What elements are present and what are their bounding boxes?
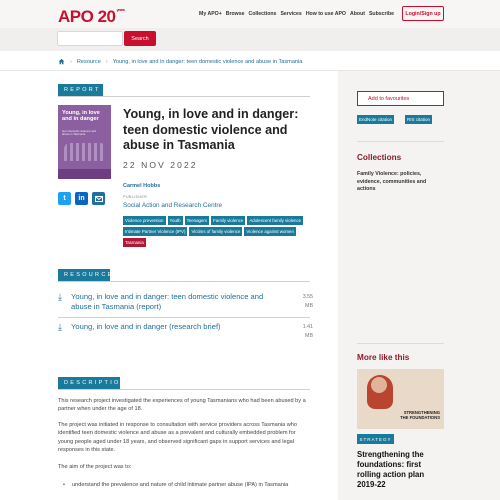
description-paragraph: The project was initiated in response to consultation with service providers across Tasmania who identified teen domestic violence and abuse as a prevalent and culturally embedded problem for young people aged under 18 years, and observed significant gaps in support services and legal responses in this state. [58,422,297,454]
keyword-tag[interactable]: Youth [169,218,181,223]
breadcrumb-current: Young, in love and in danger: teen domestic violence and abuse in Tasmania [112,58,303,65]
collections-heading: Collections [357,153,402,162]
page-title: Young, in love and in danger: teen domestic violence and abuse in Tasmania [123,107,299,152]
author-link[interactable]: Carmel Hobbs [123,183,161,189]
cover-footer-bar [58,169,111,179]
logo-number: 20 [97,7,116,26]
logo-text: APO [58,7,94,26]
nav-my-apo[interactable]: My APO+ [199,11,222,17]
nav-services[interactable]: Services [280,11,302,17]
ris-citation-button[interactable]: RIS citation [407,117,431,122]
keyword-tag[interactable]: Violence against women [246,229,294,234]
add-to-favourites-button[interactable]: Add to favourites [357,91,444,106]
linkedin-icon[interactable]: in [75,192,88,205]
breadcrumb-separator-icon: › [105,58,108,65]
description-paragraph: The aim of the project was to: [58,464,132,470]
keyword-tag[interactable]: Victims of family violence [191,229,241,234]
keyword-tag-location[interactable]: Tasmania [125,240,144,245]
home-icon[interactable] [58,58,65,65]
keyword-tags [123,216,313,247]
nav-subscribe[interactable]: Subscribe [368,11,395,17]
sidebar-divider [357,141,444,142]
resource-size: 1.41 MB [302,324,313,339]
resource-item[interactable] [58,292,313,316]
nav-about[interactable]: About [349,11,365,17]
more-like-this-image[interactable] [357,369,444,429]
collection-item[interactable]: Family Violence: policies, evidence, communities and actions [357,171,427,192]
breadcrumb-resource[interactable]: Resource [76,58,101,65]
description-tag: DESCRIPTION [58,377,120,389]
section-line [58,96,310,97]
image-banner-text: STRENGTHENING THE FOUNDATIONS [400,410,440,420]
keyword-tag[interactable]: Teenagers [186,218,208,223]
download-icon[interactable]: ⤓ [58,292,62,302]
search-input[interactable] [57,31,123,46]
publication-date: 22 NOV 2022 [123,160,198,170]
login-signup-button[interactable]: Login/Sign up [402,6,444,21]
nav-collections[interactable]: Collections [248,11,277,17]
section-line [58,389,310,390]
cover-figures [64,143,106,161]
description-bullet: • understand the prevalence and nature of child intimate partner abuse (IPA) in Tasmania [63,481,310,489]
apo-logo[interactable] [58,7,124,27]
breadcrumb [58,58,302,65]
resource-divider [58,317,310,318]
nav-how-to-use[interactable]: How to use APO [305,11,346,17]
person-face [371,377,387,393]
cover-title: Young, in love and in danger [62,110,100,122]
resource-title[interactable]: Young, in love and in danger (research brief) [71,322,221,331]
keyword-tag[interactable]: Intimate Partner Violence (IPV) [125,229,186,234]
keyword-tag[interactable]: Family violence [213,218,244,223]
breadcrumb-separator-icon: › [70,58,72,65]
resource-title[interactable]: Young, in love and in danger: teen domestic violence and abuse in Tasmania (report) [71,292,264,311]
main-nav [199,11,394,17]
description-paragraph: This research project investigated the experiences of young Tasmanians who had been abused by a partner when under the age of 18. [58,398,306,413]
more-like-this-heading: More like this [357,353,410,362]
keyword-tag[interactable]: Violence prevention [125,218,164,223]
more-like-this-title[interactable]: Strengthening the foundations: first rolling action plan 2019-22 [357,450,425,489]
email-icon[interactable] [92,192,105,205]
search-button[interactable]: Search [124,31,156,46]
report-tag: REPORT [58,84,103,96]
twitter-icon[interactable]: t [58,192,71,205]
resources-tag: RESOURCES [58,269,110,281]
resource-item[interactable] [58,322,313,342]
download-icon[interactable]: ⤓ [58,322,62,332]
endnote-citation-button[interactable]: EndNote citation [359,117,393,122]
keyword-tag[interactable]: Adolescent family violence [249,218,302,223]
section-line [58,281,310,282]
cover-subtitle: teen domestic violence and abuse in Tasmania [62,129,96,137]
publisher-label: PUBLISHER [123,195,148,199]
strategy-tag: STRATEGY [357,434,394,444]
resource-size: 3.55 MB [302,294,313,309]
sidebar-divider [357,343,444,344]
report-cover-image[interactable] [58,105,111,179]
logo-sup: years [116,7,125,12]
nav-browse[interactable]: Browse [225,11,245,17]
publisher-link[interactable]: Social Action and Research Centre [123,202,223,209]
